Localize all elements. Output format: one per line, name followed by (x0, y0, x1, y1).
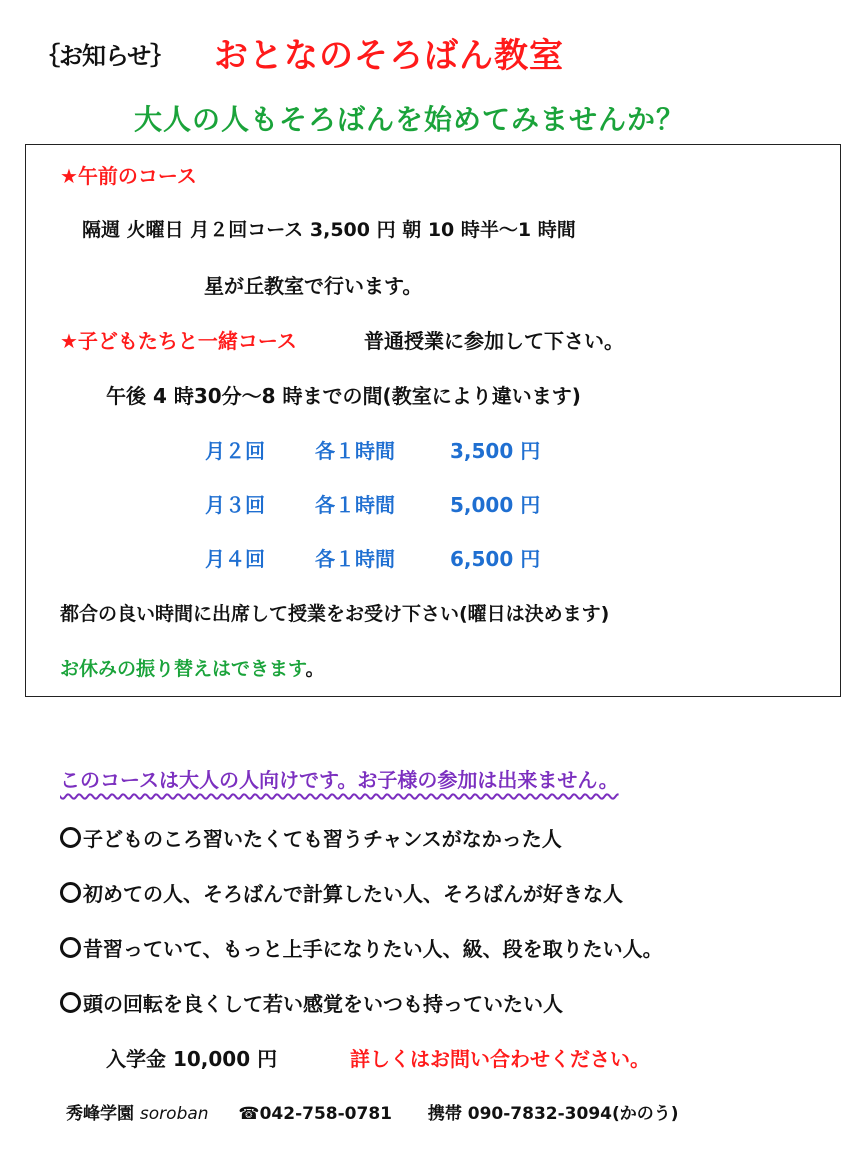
phone-icon: ☎ (238, 1104, 260, 1124)
school-latin-name: soroban (139, 1104, 209, 1124)
circle-bullet-icon (60, 992, 81, 1013)
school-name: 秀峰学園 (66, 1104, 134, 1124)
plan-price: 6,500 円 (450, 547, 541, 571)
mobile-number: 携帯 090-7832-3094(かのう) (427, 1104, 679, 1124)
makeup-note: お休みの振り替えはできます (60, 658, 306, 680)
page-subtitle: 大人の人もそろばんを始めてみませんか？ (134, 103, 686, 136)
plan-duration: 各１時間 (315, 493, 395, 517)
phone-number: 042-758-0781 (259, 1104, 392, 1124)
morning-course-location: 星が丘教室で行います。 (204, 274, 423, 298)
circle-bullet-icon (60, 882, 81, 903)
target-item-text: 子どものころ習いたくても習うチャンスがなかった人 (83, 827, 562, 851)
makeup-period: 。 (305, 658, 325, 680)
children-course-note: 普通授業に参加して下さい。 (364, 329, 624, 353)
page-title: おとなのそろばん教室 (214, 36, 564, 76)
target-item-text: 昔習っていて、もっと上手になりたい人、級、段を取りたい人。 (83, 937, 663, 961)
plan-times: 月２回 (205, 439, 265, 463)
target-item-text: 頭の回転を良くして若い感覚をいつも持っていたい人 (83, 992, 563, 1016)
target-item (60, 823, 562, 852)
circle-bullet-icon (60, 827, 81, 848)
makeup-note-line (60, 654, 325, 681)
morning-course-heading: ★午前のコース (60, 164, 197, 188)
contact-prompt: 詳しくはお問い合わせください。 (350, 1047, 650, 1071)
target-item (60, 878, 623, 907)
audience-note: このコースは大人の人向けです。お子様の参加は出来ません。 (60, 768, 619, 792)
attendance-note: 都合の良い時間に出席して授業をお受け下さい(曜日は決めます) (60, 603, 610, 625)
plan-duration: 各１時間 (315, 439, 395, 463)
plan-times: 月３回 (205, 493, 265, 517)
plan-price: 3,500 円 (450, 439, 541, 463)
target-item-text: 初めての人、そろばんで計算したい人、そろばんが好きな人 (83, 882, 623, 906)
plan-duration: 各１時間 (315, 547, 395, 571)
target-item (60, 933, 663, 962)
circle-bullet-icon (60, 937, 81, 958)
morning-course-detail: 隔週 火曜日 月２回コース 3,500 円 朝 10 時半～1 時間 (82, 219, 576, 241)
children-course-heading: ★子どもたちと一緒コース (60, 329, 297, 353)
footer-contact (66, 1099, 679, 1124)
target-item (60, 988, 563, 1017)
plan-price: 5,000 円 (450, 493, 541, 517)
children-course-hours: 午後 4 時30分～8 時までの間(教室により違います) (106, 384, 581, 408)
plan-times: 月４回 (205, 547, 265, 571)
admission-fee: 入学金 10,000 円 (106, 1047, 278, 1071)
notice-label: ｛お知らせ｝ (36, 42, 174, 70)
